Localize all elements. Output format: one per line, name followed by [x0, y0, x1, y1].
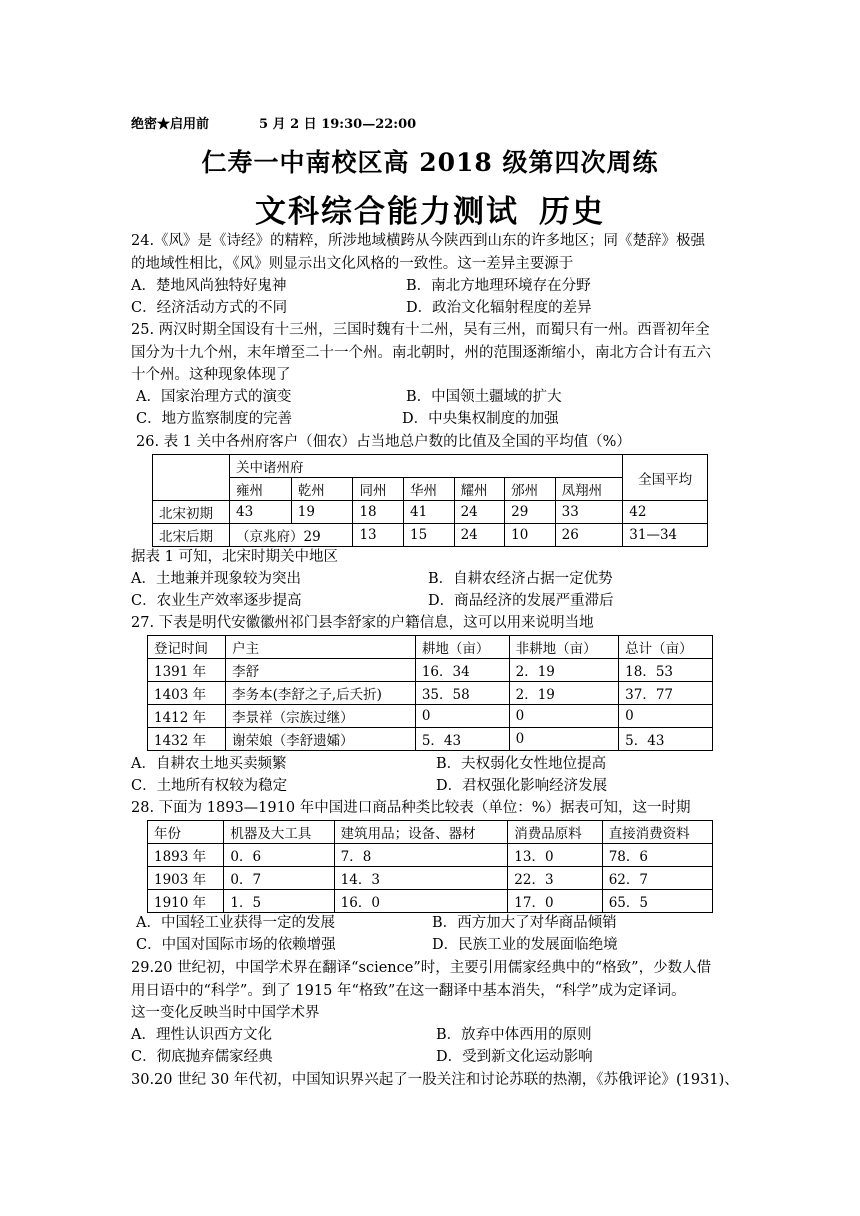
q29-line-3: 这一变化反映当时中国学术界 [131, 1005, 320, 1021]
q27-cell: 0 [509, 705, 619, 728]
q27-col-header: 耕地（亩） [415, 636, 509, 659]
q28-header-row [148, 821, 713, 844]
q27-cell: 李景祥（宗族过继） [226, 705, 416, 728]
q26-col-header: 乾州 [291, 478, 353, 501]
exam-header [131, 113, 416, 132]
subject-name: 历史 [539, 194, 605, 230]
table-row [148, 659, 713, 682]
q28-option-c: C．中国对国际市场的依赖增强 [136, 937, 336, 953]
q24-option-a: A．楚地风尚独特好鬼神 [131, 278, 287, 294]
q27-cell: 1432 年 [148, 728, 226, 751]
q28-cell: 1．5 [224, 890, 334, 913]
q25-line-1: 25. 两汉时期全国设有十三州，三国时魏有十二州，吴有三州，而蜀只有一州。西晋初年全 [131, 322, 710, 338]
q28-col-header: 年份 [148, 821, 224, 844]
q24-option-b: B．南北方地理环境存在分野 [406, 278, 591, 294]
q27-cell: 18．53 [619, 659, 713, 682]
q27-cell: 5．43 [415, 728, 509, 751]
q30-line-1: 30.20 世纪 30 年代初，中国知识界兴起了一股关注和讨论苏联的热潮，《苏俄评论》(1931)、 [131, 1072, 739, 1088]
q27-cell: 谢荣娘（李舒遗孀） [226, 728, 416, 751]
q26-national-cell: 42 [623, 501, 708, 524]
q26-cell: 13 [353, 524, 404, 547]
q25-line-3: 十个州。这种现象体现了 [131, 367, 291, 383]
q26-row-label: 北宋后期 [153, 524, 230, 547]
q28-option-b: B．西方加大了对华商品倾销 [432, 915, 617, 931]
q27-col-header: 户主 [226, 636, 416, 659]
q28-cell: 0．6 [224, 844, 334, 867]
q28-col-header: 机器及大工具 [224, 821, 334, 844]
q28-cell: 78．6 [602, 844, 712, 867]
q28-cell: 16．0 [334, 890, 508, 913]
q26-corner-cell [153, 455, 230, 501]
q26-national-cell: 31—34 [623, 524, 708, 547]
q26-cell: 33 [555, 501, 623, 524]
q27-cell: 2．19 [509, 682, 619, 705]
confidential-label: 绝密★启用前 [131, 117, 210, 132]
q26-option-d: D．商品经济的发展严重滞后 [428, 593, 614, 609]
q24-line-2: 的地域性相比，《风》则显示出文化风格的一致性。这一差异主要源于 [131, 256, 574, 272]
q28-col-header: 消费品原料 [508, 821, 602, 844]
q26-cell: 19 [291, 501, 353, 524]
q25-line-2: 国分为十九个州，末年增至二十一个州。南北朝时，州的范围逐渐缩小，南北方合计有五六 [131, 345, 711, 361]
q25-option-d: D．中央集权制度的加强 [402, 411, 559, 427]
q29-option-a: A．理性认识西方文化 [131, 1027, 272, 1043]
q27-cell: 37．77 [619, 682, 713, 705]
exam-title [0, 186, 860, 231]
q26-col-header: 凤翔州 [555, 478, 623, 501]
q26-national-header: 全国平均 [623, 455, 708, 501]
q28-option-d: D．民族工业的发展面临绝境 [432, 937, 618, 953]
q26-col-header: 耀州 [454, 478, 505, 501]
q27-cell: 1412 年 [148, 705, 226, 728]
q26-option-c: C．农业生产效率逐步提高 [131, 593, 302, 609]
q28-cell: 1903 年 [148, 867, 224, 890]
q27-col-header: 总计（亩） [619, 636, 713, 659]
q28-cell: 0．7 [224, 867, 334, 890]
exam-name: 文科综合能力测试 [255, 194, 519, 230]
q27-header-row [148, 636, 713, 659]
table-row [153, 501, 708, 524]
q27-option-d: D．君权强化影响经济发展 [436, 778, 608, 794]
q29-option-c: C．彻底抛弃儒家经典 [131, 1049, 273, 1065]
q26-cell: 24 [454, 501, 505, 524]
q26-col-header: 同州 [353, 478, 404, 501]
q26-option-a: A．土地兼并现象较为突出 [131, 571, 301, 587]
table-row [148, 890, 713, 913]
q26-col-header: 邠州 [505, 478, 556, 501]
q25-option-b: B．中国领土疆域的扩大 [406, 389, 562, 405]
q24-line-1: 24.《风》是《诗经》的精粹，所涉地域横跨从今陕西到山东的许多地区；同《楚辞》极强 [131, 233, 706, 249]
q28-cell: 13．0 [508, 844, 602, 867]
q26-cell: 10 [505, 524, 556, 547]
q28-col-header: 建筑用品；设备、器材 [334, 821, 508, 844]
q26-cell: 15 [404, 524, 455, 547]
q27-cell: 李舒 [226, 659, 416, 682]
q28-cell: 65．5 [602, 890, 712, 913]
q27-cell: 1403 年 [148, 682, 226, 705]
q26-table [152, 454, 708, 547]
q26-cell: 29 [505, 501, 556, 524]
q27-cell: 5．43 [619, 728, 713, 751]
q27-option-a: A．自耕农土地买卖频繁 [131, 756, 287, 772]
table-row [148, 867, 713, 890]
table-row [148, 728, 713, 751]
q27-cell: 0 [509, 728, 619, 751]
q27-cell: 2．19 [509, 659, 619, 682]
q26-stem: 据表 1 可知，北宋时期关中地区 [131, 549, 338, 565]
q27-cell: 0 [619, 705, 713, 728]
q28-stem: 28. 下面为 1893—1910 年中国进口商品种类比较表（单位：%）据表可知，这一时期 [131, 800, 691, 816]
q28-cell: 62．7 [602, 867, 712, 890]
q28-option-a: A．中国轻工业获得一定的发展 [136, 915, 335, 931]
q29-line-1: 29.20 世纪初，中国学术界在翻译“science”时，主要引用儒家经典中的“格致”，少数人借 [131, 960, 712, 976]
q27-col-header: 非耕地（亩） [509, 636, 619, 659]
exam-time: 5 月 2 日 19:30—22:00 [259, 117, 417, 132]
q28-cell: 1910 年 [148, 890, 224, 913]
q27-cell: 35．58 [415, 682, 509, 705]
q24-option-d: D．政治文化辐射程度的差异 [406, 300, 592, 316]
q26-cell: 18 [353, 501, 404, 524]
q26-cell: 26 [555, 524, 623, 547]
q26-col-header: 雍州 [230, 478, 292, 501]
q26-cell: 43 [230, 501, 292, 524]
q27-cell: 0 [415, 705, 509, 728]
q27-cell: 1391 年 [148, 659, 226, 682]
q27-option-c: C．土地所有权较为稳定 [131, 778, 288, 794]
q27-stem: 27. 下表是明代安徽徽州祁门县李舒家的户籍信息，这可以用来说明当地 [131, 615, 594, 631]
q28-cell: 7．8 [334, 844, 508, 867]
q27-table [147, 635, 713, 751]
q26-group-header: 关中诸州府 [230, 455, 623, 478]
q29-line-2: 用日语中的“科学”。到了 1915 年“格致”在这一翻译中基本消失，“科学”成为定译词。 [131, 983, 686, 999]
q25-option-c: C．地方监察制度的完善 [136, 411, 293, 427]
q27-cell: 李务本(李舒之子,后夭折) [226, 682, 416, 705]
q27-col-header: 登记时间 [148, 636, 226, 659]
q24-option-c: C．经济活动方式的不同 [131, 300, 288, 316]
q27-cell: 16．34 [415, 659, 509, 682]
q28-cell: 17．0 [508, 890, 602, 913]
table-row [153, 524, 708, 547]
q25-option-a: A．国家治理方式的演变 [136, 389, 292, 405]
q28-col-header: 直接消费资料 [602, 821, 712, 844]
q26-col-header: 华州 [404, 478, 455, 501]
table-row [148, 682, 713, 705]
q27-option-b: B．夫权弱化女性地位提高 [436, 756, 607, 772]
q28-cell: 14．3 [334, 867, 508, 890]
q26-caption: 26. 表 1 关中各州府客户（佃农）占当地总户数的比值及全国的平均值（%） [136, 434, 631, 450]
q26-row-label: 北宋初期 [153, 501, 230, 524]
q26-cell: （京兆府）29 [230, 524, 353, 547]
q28-cell: 1893 年 [148, 844, 224, 867]
school-title: 仁寿一中南校区高 2018 级第四次周练 [201, 148, 659, 177]
q26-cell: 24 [454, 524, 505, 547]
table-row [148, 844, 713, 867]
q29-option-d: D．受到新文化运动影响 [436, 1049, 593, 1065]
q28-cell: 22．3 [508, 867, 602, 890]
q26-cell: 41 [404, 501, 455, 524]
table-row [148, 705, 713, 728]
q29-option-b: B．放弃中体西用的原则 [436, 1027, 592, 1043]
q28-table [147, 820, 713, 913]
q26-option-b: B．自耕农经济占据一定优势 [428, 571, 613, 587]
